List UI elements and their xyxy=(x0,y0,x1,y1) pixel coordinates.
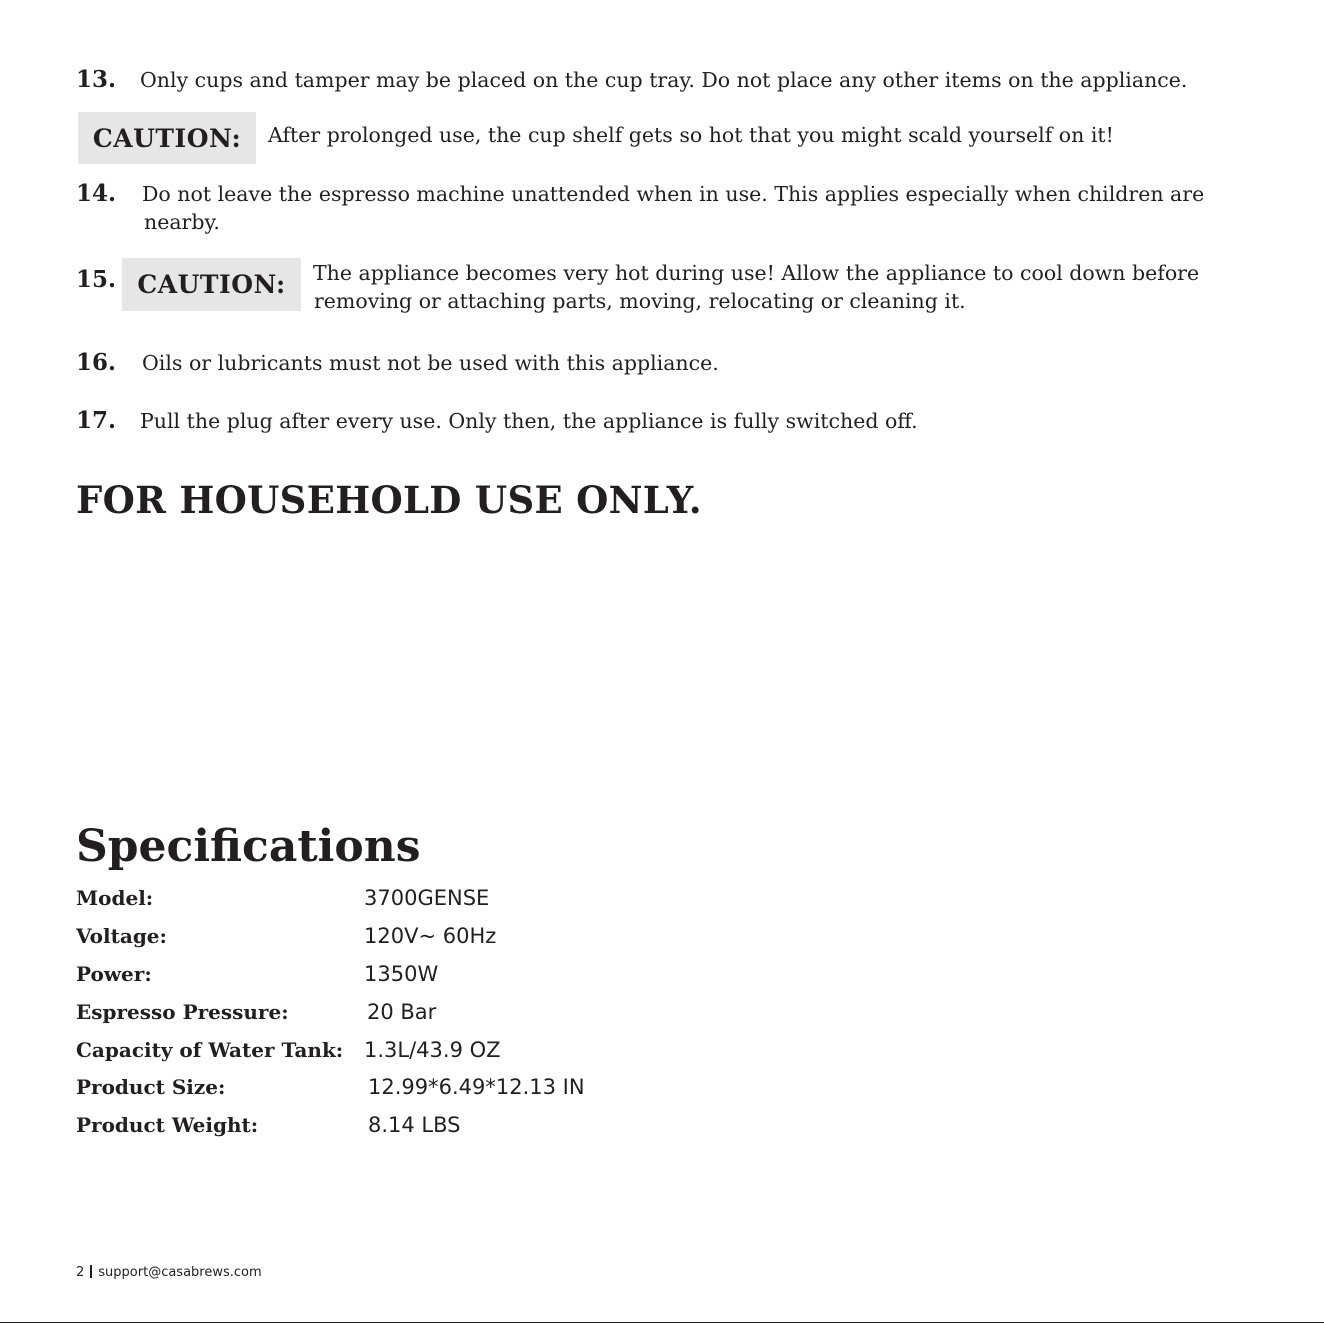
item-15-text-line2: removing or attaching parts, moving, relocating or cleaning it. xyxy=(314,289,966,313)
support-email-link[interactable]: support@casabrews.com xyxy=(98,1265,262,1280)
footer xyxy=(76,1264,262,1282)
item-14-text-line1: Do not leave the espresso machine unattended when in use. This applies especially when children are xyxy=(142,182,1205,206)
spec-label-model: Model: xyxy=(76,886,154,910)
spec-label-product-weight: Product Weight: xyxy=(76,1113,259,1137)
specifications-title: Specifications xyxy=(76,821,421,872)
item-14-text-line2: nearby. xyxy=(144,210,220,234)
item-16-text: Oils or lubricants must not be used with this appliance. xyxy=(142,351,719,375)
spec-value-espresso-pressure: 20 Bar xyxy=(367,1000,437,1024)
spec-label-power: Power: xyxy=(76,962,152,986)
caution-cup-shelf-text: After prolonged use, the cup shelf gets so hot that you might scald yourself on it! xyxy=(268,123,1114,147)
spec-value-voltage: 120V~ 60Hz xyxy=(364,924,497,948)
spec-label-water-tank: Capacity of Water Tank: xyxy=(76,1038,344,1062)
item-13-text: Only cups and tamper may be placed on the cup tray. Do not place any other items on the appliance. xyxy=(140,68,1188,92)
item-15-number: 15. xyxy=(76,266,117,293)
spec-value-water-tank: 1.3L/43.9 OZ xyxy=(364,1038,501,1062)
caution-label-hot-appliance: CAUTION: xyxy=(122,258,301,311)
item-15-text-line1: The appliance becomes very hot during use! Allow the appliance to cool down before xyxy=(313,261,1200,285)
item-17-number: 17. xyxy=(76,407,117,434)
footer-divider xyxy=(90,1265,92,1278)
caution-label-cup-shelf: CAUTION: xyxy=(78,112,256,164)
spec-value-product-weight: 8.14 LBS xyxy=(368,1113,461,1137)
item-14-number: 14. xyxy=(76,180,117,207)
item-17-text: Pull the plug after every use. Only then, the appliance is fully switched off. xyxy=(140,409,918,433)
page-number: 2 xyxy=(76,1265,85,1280)
spec-label-espresso-pressure: Espresso Pressure: xyxy=(76,1000,289,1024)
household-use-heading: FOR HOUSEHOLD USE ONLY. xyxy=(76,478,702,522)
spec-label-product-size: Product Size: xyxy=(76,1075,226,1099)
bottom-rule xyxy=(0,1322,1324,1323)
spec-value-power: 1350W xyxy=(364,962,439,986)
item-16-number: 16. xyxy=(76,349,117,376)
spec-value-product-size: 12.99*6.49*12.13 IN xyxy=(368,1075,585,1099)
spec-value-model: 3700GENSE xyxy=(364,886,490,910)
spec-label-voltage: Voltage: xyxy=(76,924,167,948)
item-13-number: 13. xyxy=(76,66,117,93)
